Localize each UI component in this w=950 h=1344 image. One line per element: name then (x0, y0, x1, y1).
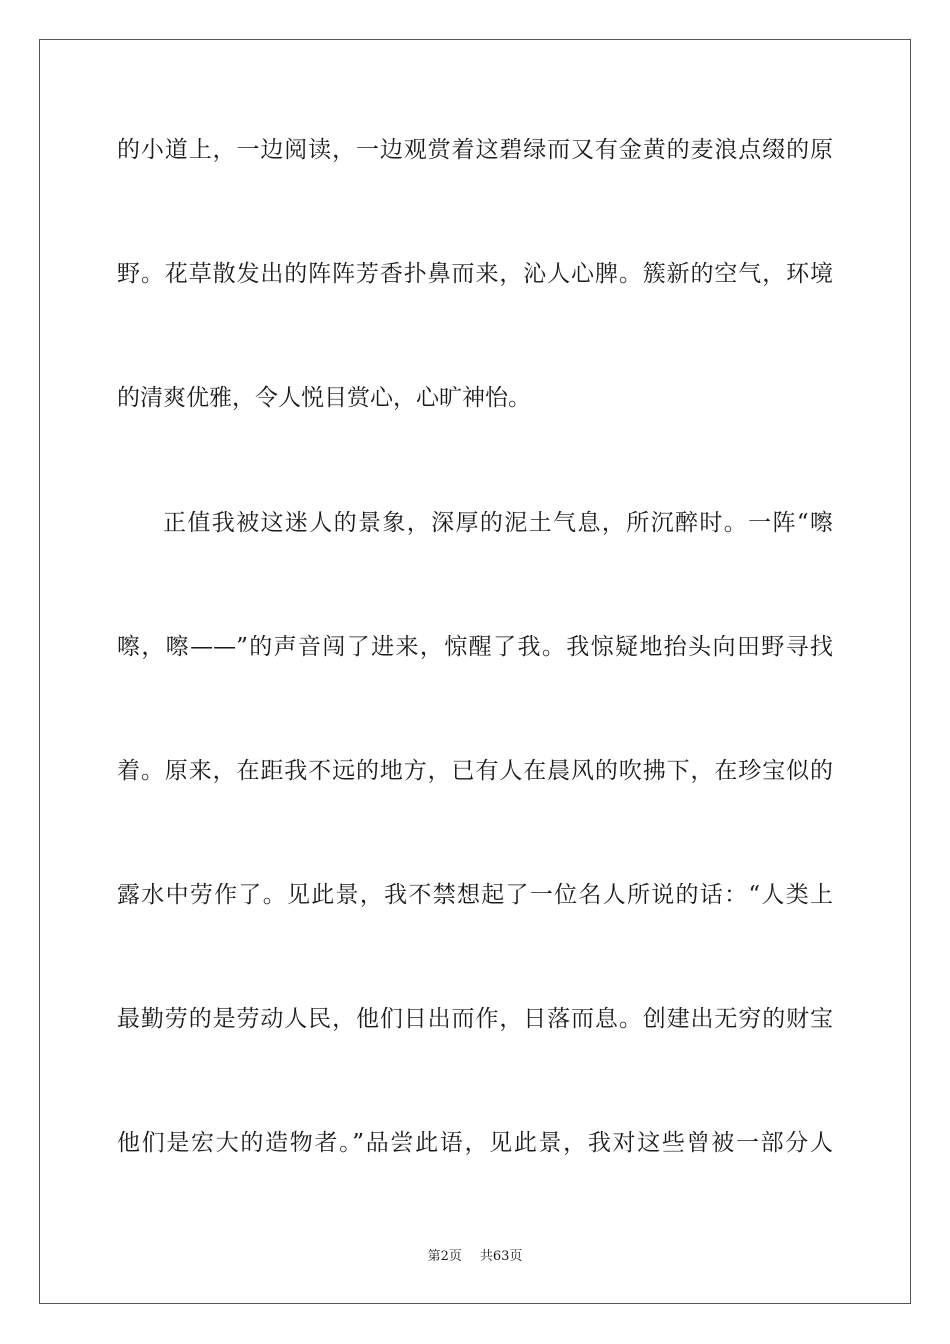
paragraph-line-5: 嚓，嚓——”的声音闯了进来，惊醒了我。我惊疑地抬头向田野寻找 (117, 634, 833, 660)
page-total: 共63页 (479, 1249, 523, 1264)
paragraph-line-6: 着。原来，在距我不远的地方，已有人在晨风的吹拂下，在珍宝似的 (117, 758, 833, 784)
paragraph-line-3: 的清爽优雅，令人悦目赏心，心旷神怡。 (117, 385, 531, 411)
paragraph-line-7: 露水中劳作了。见此景，我不禁想起了一位名人所说的话：“人类上 (117, 882, 833, 908)
paragraph-line-4: 正值我被这迷人的景象，深厚的泥土气息，所沉醉时。一阵“嚓 (163, 510, 833, 536)
paragraph-line-1: 的小道上，一边阅读，一边观赏着这碧绿而又有金黄的麦浪点缀的原 (117, 137, 833, 163)
paragraph-line-8: 最勤劳的是劳动人民，他们日出而作，日落而息。创建出无穷的财宝 (117, 1006, 833, 1032)
page-footer (0, 1248, 950, 1266)
page-number: 第2页 (427, 1249, 462, 1264)
paragraph-line-2: 野。花草散发出的阵阵芳香扑鼻而来，沁人心脾。簇新的空气，环境 (117, 261, 833, 287)
paragraph-line-9: 他们是宏大的造物者。”品尝此语，见此景，我对这些曾被一部分人 (117, 1130, 833, 1156)
page-border (39, 39, 911, 1304)
